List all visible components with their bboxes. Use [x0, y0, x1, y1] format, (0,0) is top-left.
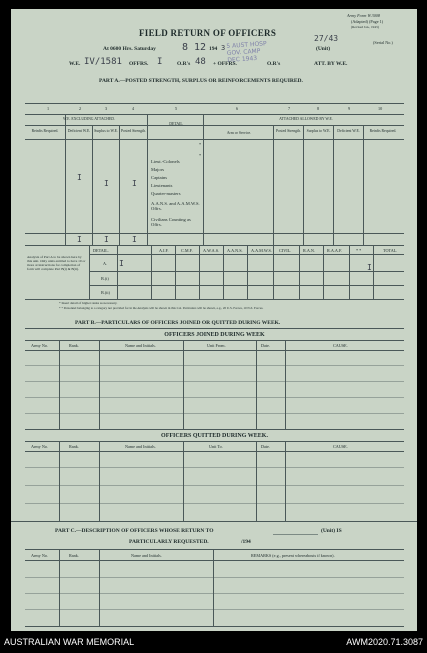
- rule: [25, 114, 404, 115]
- rule: [175, 245, 176, 299]
- quitted-col-rank: Rank.: [69, 444, 79, 449]
- rule: [99, 549, 100, 627]
- rule: [349, 245, 350, 299]
- part-c-title: PART C.—DESCRIPTION OF OFFICERS WHOSE RETURN TO: [55, 528, 214, 534]
- col-number-5: 5: [175, 106, 178, 111]
- hw-mark: I: [367, 263, 372, 272]
- we-handwritten: IV/1581: [84, 57, 122, 67]
- adapted-note: (Adapted) (Page 1): [351, 19, 384, 24]
- rank-captains: Captains: [151, 175, 168, 180]
- stamp-line-1: 5 AUST HOSP: [226, 40, 267, 51]
- offrs-label: OFFRS.: [129, 61, 149, 67]
- rule: [203, 114, 204, 245]
- joined-col-army-no: Army No.: [31, 343, 48, 348]
- attached-header: ATTACHED ALLOWED BY W.E.: [279, 117, 333, 121]
- analysis-col-aamws: A.A.M.W.S.: [251, 248, 272, 253]
- rule: [323, 245, 324, 299]
- rule: [333, 125, 334, 245]
- rule: [25, 441, 404, 442]
- analysis-col-raaf: R.A.A.F.: [327, 248, 343, 253]
- analysis-col-awas: A.W.A.S.: [203, 248, 220, 253]
- hdr-surplus-right: Surplus to W.E.: [306, 129, 331, 133]
- year-label: 194: [209, 46, 218, 52]
- form-sheet: [11, 9, 417, 631]
- rule: [183, 340, 184, 429]
- footer-accession: AWM2020.71.3087: [346, 637, 423, 647]
- rule: [273, 125, 274, 245]
- rule: [25, 328, 404, 329]
- c-col-rank: Rank.: [69, 553, 79, 558]
- rule: [99, 340, 100, 429]
- rule: [247, 245, 248, 299]
- hdr-reinfts-left: Reinfts Required.: [31, 129, 59, 133]
- att-by-we-label: ATT. BY W.E.: [314, 61, 348, 67]
- quitted-col-name: Name and Initials.: [125, 444, 156, 449]
- hdr-surplus-left: Surplus to W.E.: [94, 129, 118, 133]
- rule: [92, 125, 93, 245]
- rule: [25, 125, 404, 126]
- year-handwritten: 3: [221, 44, 226, 52]
- hw-mark: I: [132, 235, 137, 244]
- rank-lt-col: Lieut.-Colonels: [151, 159, 180, 164]
- part-c-date: /194: [241, 539, 251, 545]
- rule: [25, 429, 404, 430]
- rule: [273, 534, 318, 535]
- footnote-1: * Insert detail of higher ranks as necessary.: [59, 301, 118, 305]
- plus-offrs-label: + OFFRS.: [213, 61, 237, 67]
- analysis-col-aans: A.A.N.S.: [227, 248, 243, 253]
- rule: [303, 125, 304, 245]
- quitted-title: OFFICERS QUITTED DURING WEEK.: [161, 433, 268, 439]
- rule: [11, 521, 417, 522]
- ors-label: O.R's: [177, 61, 191, 67]
- revised-note: (Revised Jan., 1943): [351, 25, 379, 29]
- col-number-7: 7: [288, 106, 291, 111]
- rule: [59, 441, 60, 521]
- hw-mark: I: [104, 235, 109, 244]
- rule: [25, 245, 404, 246]
- rule: [65, 114, 66, 245]
- rule: [285, 340, 286, 429]
- rule: [363, 125, 364, 245]
- rank-aans: A.A.N.S. and A.A.M.W.S. Offrs.: [151, 201, 200, 211]
- hdr-arm-service: Arm or Service.: [226, 131, 252, 135]
- joined-title: OFFICERS JOINED DURING WEEK: [164, 332, 265, 338]
- rule: [25, 350, 404, 351]
- rule: [25, 626, 404, 627]
- footnote-2: * * Personnel belonging to a category not provided for in the Analysis will be shown in this Col. Particulars will be shown, e.g., 20 U.S. Forces, 10 N.Z. Forces.: [59, 306, 264, 310]
- rule: [59, 340, 60, 429]
- rank-majors: Majors: [151, 167, 165, 172]
- rule: [119, 125, 120, 245]
- form-title: FIELD RETURN OF OFFICERS: [139, 28, 277, 38]
- hdr-posted-right: Posted Strength.: [276, 129, 301, 133]
- analysis-col-detail: DETAIL.: [93, 248, 109, 253]
- rule: [299, 245, 300, 299]
- rule: [25, 233, 404, 234]
- part-b-title: PART B.—PARTICULARS OF OFFICERS JOINED OR QUITTED DURING WEEK.: [75, 320, 281, 326]
- col-number-4: 4: [132, 106, 135, 111]
- c-col-remarks: REMARKS (e.g., present whereabouts if known).: [251, 553, 335, 558]
- rank-lieutenants: Lieutenants: [151, 183, 173, 188]
- quitted-col-cause: CAUSE.: [333, 444, 348, 449]
- ors2-label: O.R's: [267, 61, 281, 67]
- analysis-note: Analysis of Part A to be shown here by this unit. Only units entitled to have 10 or more at instructions for completion of form will complete Part B(i) & B(ii).: [27, 255, 86, 271]
- analysis-col-civil: CIVIL.: [279, 248, 292, 253]
- analysis-row-bi: B.(i): [101, 276, 109, 281]
- rule: [147, 114, 148, 245]
- analysis-col-total: TOTAL.: [383, 248, 398, 253]
- col-number-1: 1: [47, 106, 50, 111]
- col-number-8: 8: [317, 106, 320, 111]
- c-col-army-no: Army No.: [31, 553, 48, 558]
- hdr-posted-left: Posted Strength.: [121, 129, 146, 133]
- rule: [25, 560, 404, 561]
- rule: [223, 245, 224, 299]
- asterisk: *: [199, 142, 202, 147]
- rule: [99, 441, 100, 521]
- we-label: W.E.: [69, 61, 81, 67]
- hdr-deficient-right: Deficient W.E.: [337, 129, 360, 133]
- col-number-3: 3: [105, 106, 108, 111]
- rule: [273, 245, 274, 299]
- hdr-reinfts-right: Reinfts Required.: [369, 129, 397, 133]
- rule: [25, 549, 404, 550]
- rule: [25, 103, 404, 104]
- rule: [25, 451, 404, 452]
- hdr-deficient-left: Deficient W.E.: [67, 129, 91, 133]
- analysis-col-aif: A.I.F.: [159, 248, 169, 253]
- at-line: At 0600 Hrs. Saturday: [103, 46, 156, 52]
- col-number-2: 2: [79, 106, 82, 111]
- joined-col-name: Name and Initials.: [125, 343, 156, 348]
- rule: [183, 441, 184, 521]
- stamp-line-3: DEC 1943: [227, 54, 258, 64]
- rule: [213, 549, 214, 627]
- col-number-9: 9: [348, 106, 351, 111]
- serial-label: (Serial No.): [373, 40, 393, 45]
- rule: [25, 299, 404, 300]
- analysis-col-cmf: C.M.F.: [181, 248, 193, 253]
- joined-col-cause: CAUSE.: [333, 343, 348, 348]
- rule: [256, 441, 257, 521]
- asterisk: *: [199, 153, 202, 158]
- hw-mark: I: [104, 179, 109, 188]
- unit-label: (Unit): [316, 46, 331, 52]
- c-col-name: Name and Initials.: [131, 553, 162, 558]
- rule: [285, 441, 286, 521]
- hw-mark: I: [77, 235, 82, 244]
- analysis-row-a: A.: [103, 261, 108, 266]
- col-number-6: 6: [236, 106, 239, 111]
- date-handwritten: 8 12: [182, 42, 207, 53]
- rule: [59, 549, 60, 627]
- rank-civilians: Civilians Counting as Offrs.: [151, 217, 191, 227]
- analysis-row-bii: B.(ii): [101, 290, 110, 295]
- hw-mark: I: [132, 179, 137, 188]
- analysis-col-ran: R.A.N.: [303, 248, 315, 253]
- hw-mark: I: [77, 173, 82, 182]
- rule: [373, 245, 374, 299]
- part-c-requested: PARTICULARLY REQUESTED.: [129, 539, 209, 545]
- joined-col-unit: Unit From.: [207, 343, 226, 348]
- joined-col-date: Date.: [261, 343, 270, 348]
- rule: [25, 340, 404, 341]
- col-number-10: 10: [378, 106, 383, 111]
- hw-mark: I: [119, 259, 124, 268]
- detail-header: DETAIL: [169, 122, 183, 126]
- rule: [151, 245, 152, 299]
- rule: [199, 245, 200, 299]
- stamp-line-2: GOV. CAMP: [226, 47, 261, 57]
- we-excluding-header: W.E. EXCLUDING ATTACHED.: [63, 117, 115, 121]
- part-a-title: PART A.—POSTED STRENGTH, SURPLUS OR REINFORCEMENTS REQUIRED.: [99, 78, 303, 84]
- army-form-number: Army Form W.3008: [347, 13, 380, 18]
- footer-institution: AUSTRALIAN WAR MEMORIAL: [4, 637, 135, 647]
- joined-col-rank: Rank.: [69, 343, 79, 348]
- quitted-col-unit: Unit To.: [209, 444, 223, 449]
- offrs-handwritten: I: [157, 57, 163, 67]
- rule: [117, 245, 118, 299]
- quitted-col-army-no: Army No.: [31, 444, 48, 449]
- ors-handwritten: 48: [195, 57, 206, 67]
- part-c-unit-is: (Unit) IS: [321, 528, 342, 534]
- quitted-col-date: Date.: [261, 444, 270, 449]
- rule: [25, 139, 404, 140]
- rule: [256, 340, 257, 429]
- rank-quartermasters: Quarter-masters: [151, 191, 181, 196]
- analysis-col-other: * *: [356, 248, 362, 253]
- serial-handwritten: 27/43: [314, 34, 339, 43]
